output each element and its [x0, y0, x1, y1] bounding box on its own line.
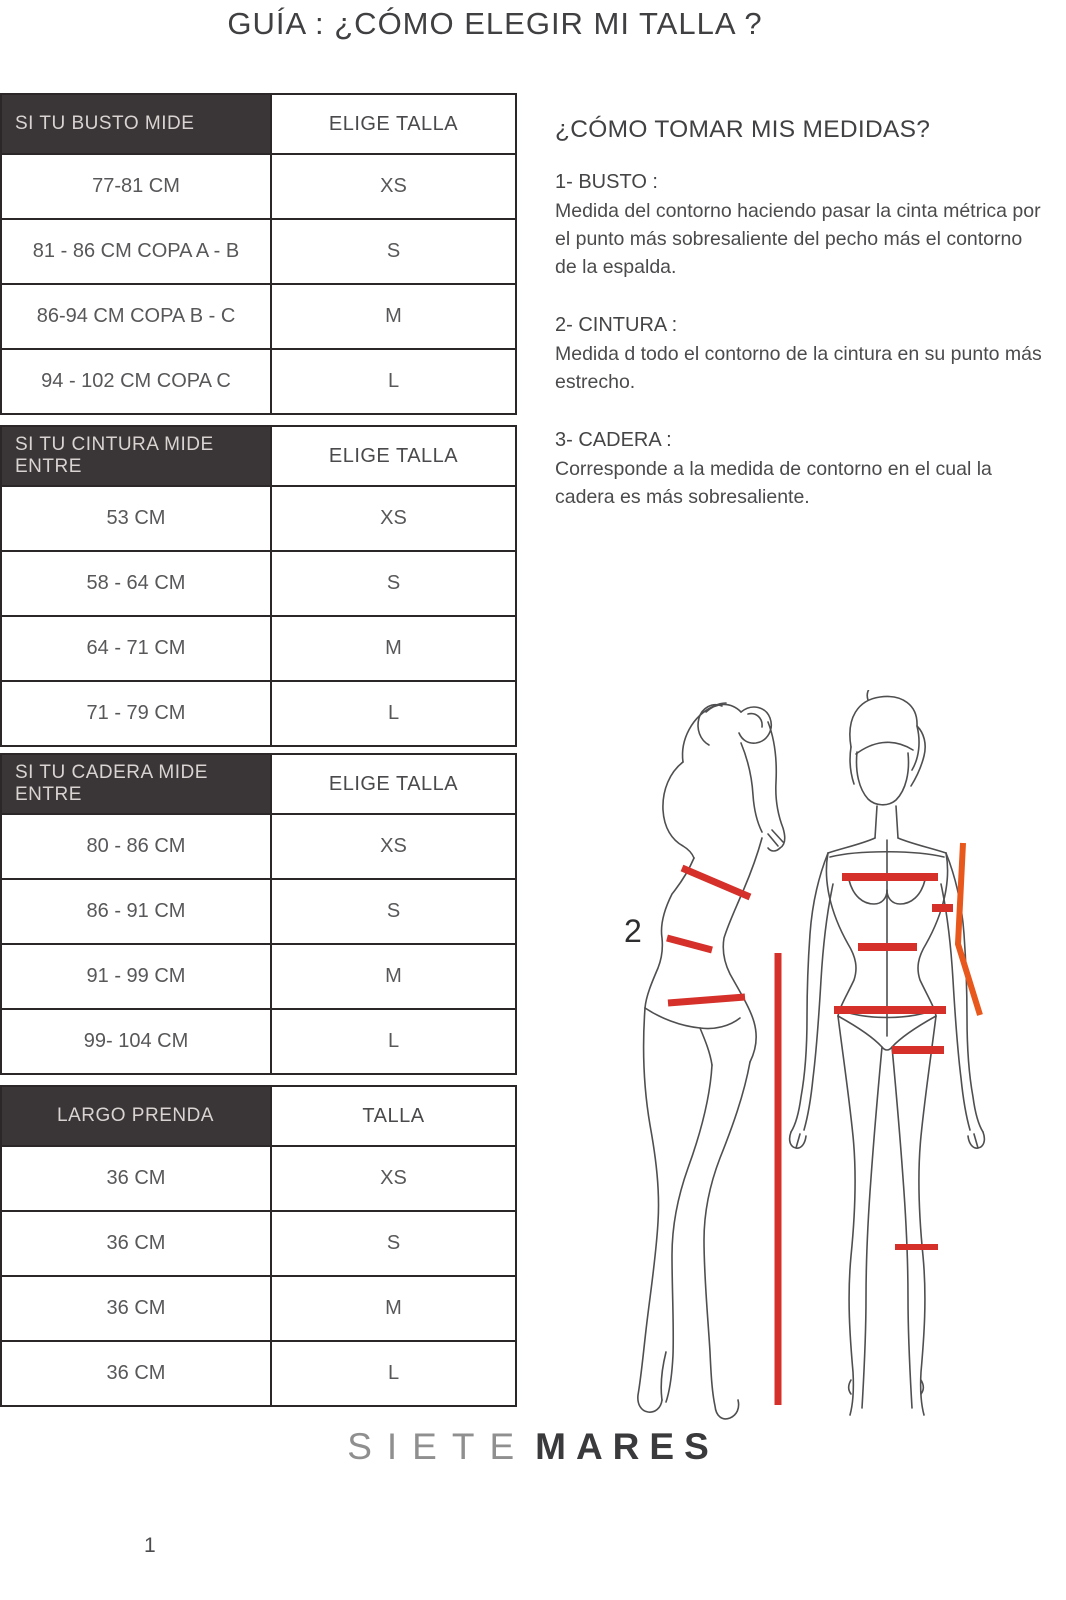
size-cell: XS [271, 486, 516, 551]
table-header-row [1, 94, 516, 154]
size-cell: L [271, 1341, 516, 1406]
table-row [1, 154, 516, 219]
size-cell: S [271, 1211, 516, 1276]
table-row [1, 219, 516, 284]
table-row [1, 1276, 516, 1341]
measure-cell: 36 CM [1, 1341, 271, 1406]
hip-instruction-heading: 3- CADERA : [555, 429, 672, 451]
measure-cell: 81 - 86 CM COPA A - B [1, 219, 271, 284]
garment-length-table [0, 1085, 517, 1407]
table-row [1, 681, 516, 746]
measure-cell: 64 - 71 CM [1, 616, 271, 681]
side-hip-line [668, 997, 745, 1003]
side-waist-line [667, 938, 712, 950]
size-cell: M [271, 1276, 516, 1341]
page-title: GUÍA : ¿CÓMO ELEGIR MI TALLA ? [227, 6, 763, 41]
measure-cell: 36 CM [1, 1146, 271, 1211]
size-cell: L [271, 1009, 516, 1074]
size-cell: L [271, 681, 516, 746]
size-cell: S [271, 551, 516, 616]
measure-cell: 80 - 86 CM [1, 814, 271, 879]
table-header-row [1, 426, 516, 486]
choose-size-header-cell: ELIGE TALLA [271, 426, 516, 486]
table-header-row [1, 754, 516, 814]
table-row [1, 1009, 516, 1074]
size-cell: S [271, 879, 516, 944]
table-row [1, 944, 516, 1009]
table-row [1, 486, 516, 551]
measure-cell: 71 - 79 CM [1, 681, 271, 746]
size-cell: M [271, 284, 516, 349]
size-cell: S [271, 219, 516, 284]
table-row [1, 349, 516, 414]
table-row [1, 814, 516, 879]
size-cell: M [271, 944, 516, 1009]
hip-header-cell: SI TU CADERA MIDE ENTRE [1, 754, 271, 814]
waist-number-label: 2 [624, 913, 642, 949]
table-row [1, 1211, 516, 1276]
arm-length-line [958, 843, 980, 1015]
measure-cell: 58 - 64 CM [1, 551, 271, 616]
table-row [1, 551, 516, 616]
garment-length-header-cell: LARGO PRENDA [1, 1086, 271, 1146]
table-row [1, 1341, 516, 1406]
instructions-title: ¿CÓMO TOMAR MIS MEDIDAS? [555, 116, 931, 143]
hip-instruction-body: Corresponde a la medida de contorno en el cual la cadera es más sobresaliente. [555, 458, 992, 508]
size-cell: XS [271, 814, 516, 879]
waist-instruction-body: Medida d todo el contorno de la cintura en su punto más estrecho. [555, 343, 1042, 393]
waist-instruction-heading: 2- CINTURA : [555, 314, 678, 336]
table-header-row [1, 1086, 516, 1146]
measuring-instructions [555, 116, 1042, 511]
body-measurement-illustration [600, 690, 1060, 1420]
hip-instruction-section [555, 429, 1042, 511]
measure-cell: 86-94 CM COPA B - C [1, 284, 271, 349]
brand-logo [0, 1426, 1066, 1468]
brand-word-mares: MARES [535, 1426, 719, 1467]
choose-size-header-cell: ELIGE TALLA [271, 754, 516, 814]
brand-word-siete: SIETE [347, 1426, 530, 1467]
side-bust-line [682, 868, 750, 897]
measure-cell: 91 - 99 CM [1, 944, 271, 1009]
bust-instruction-heading: 1- BUSTO : [555, 171, 658, 193]
measure-cell: 77-81 CM [1, 154, 271, 219]
measure-cell: 36 CM [1, 1276, 271, 1341]
hip-size-table [0, 753, 517, 1075]
measure-cell: 94 - 102 CM COPA C [1, 349, 271, 414]
bust-instruction-body: Medida del contorno haciendo pasar la cinta métrica por el punto más sobresaliente del pecho más el contorno de la espalda. [555, 200, 1041, 278]
table-row [1, 284, 516, 349]
size-cell: L [271, 349, 516, 414]
size-cell: XS [271, 1146, 516, 1211]
size-cell: M [271, 616, 516, 681]
measure-cell: 53 CM [1, 486, 271, 551]
bust-header-cell: SI TU BUSTO MIDE [1, 94, 271, 154]
side-pose-figure-sketch [638, 703, 785, 1419]
bust-size-table [0, 93, 517, 415]
table-row [1, 1146, 516, 1211]
table-row [1, 616, 516, 681]
front-pose-figure-sketch [790, 690, 985, 1415]
page-number: 1 [144, 1534, 156, 1557]
waist-size-table [0, 425, 517, 747]
size-header-cell: TALLA [271, 1086, 516, 1146]
measure-cell: 86 - 91 CM [1, 879, 271, 944]
waist-header-cell: SI TU CINTURA MIDE ENTRE [1, 426, 271, 486]
waist-instruction-section [555, 314, 1042, 396]
measure-cell: 99- 104 CM [1, 1009, 271, 1074]
table-row [1, 879, 516, 944]
bust-instruction-section [555, 171, 1042, 281]
size-cell: XS [271, 154, 516, 219]
measurement-lines [667, 843, 980, 1405]
choose-size-header-cell: ELIGE TALLA [271, 94, 516, 154]
measure-cell: 36 CM [1, 1211, 271, 1276]
